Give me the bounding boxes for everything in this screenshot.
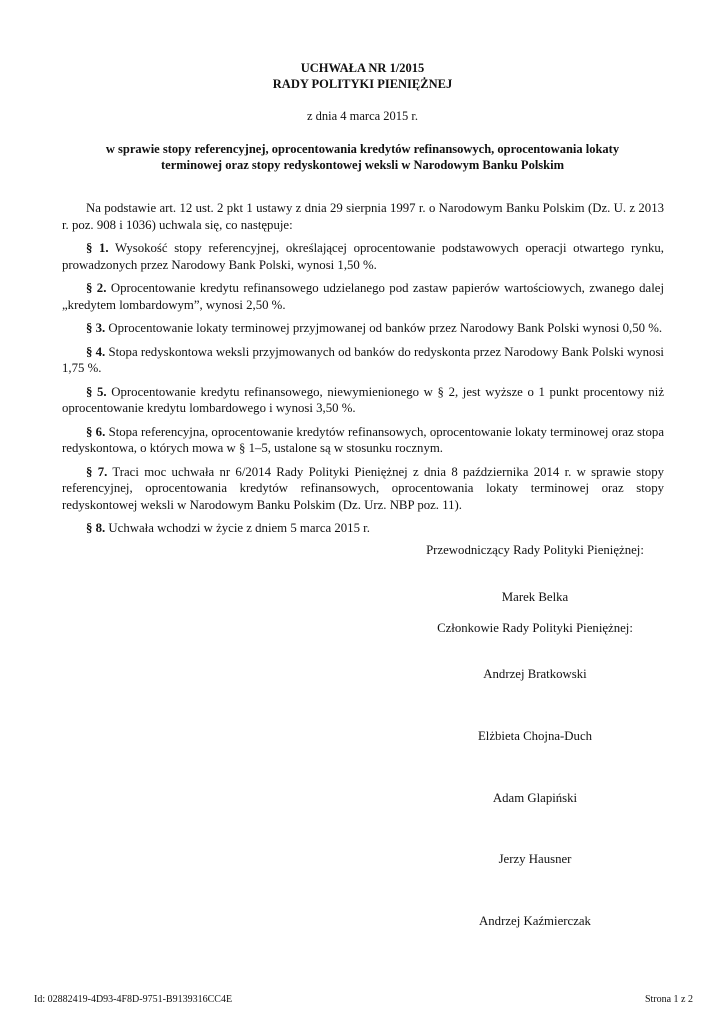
section-number: § 5. [86,384,107,399]
section-text: Oprocentowanie lokaty terminowej przyjmowanej od banków przez Narodowy Bank Polski wynosi 0,50 %. [108,321,663,335]
section-number: § 8. [86,521,106,535]
section-text: Stopa referencyjna, oprocentowanie kredytów refinansowych, oprocentowanie lokaty terminowej oraz stopa redyskontowa, o których mowa w § 1–5, ustalone są w stosunku rocznym. [62,424,665,455]
page-number: Strona 1 z 2 [644,994,693,1005]
section-text: Stopa redyskontowa weksli przyjmowanych od banków do redyskonta przez Narodowy Bank Polski wynosi 1,75 %. [62,344,664,375]
document-id: Id: 02882419-4D93-4F8D-9751-B9139316CC4E [34,994,233,1005]
section-2 [62,280,664,313]
section-5 [62,384,664,417]
section-text: Traci moc uchwała nr 6/2014 Rady Polityki Pieniężnej z dnia 8 października 2014 r. w sprawie stopy referencyjnej, oprocentowania kredytów refinansowych, oprocentowania lokaty terminowej oraz stopy redyskontowej weksli w Narodowym Banku Polskim (Dz. Urz. NBP poz. 11). [62,464,665,512]
section-number: § 4. [86,344,106,359]
member-name: Adam Glapiński [492,791,578,805]
section-1 [62,240,664,273]
council-name: RADY POLITYKI PIENIĘŻNEJ [272,77,453,91]
members-label: Członkowie Rady Polityki Pieniężnej: [437,621,633,635]
chair-label: Przewodniczący Rady Polityki Pieniężnej: [426,543,644,557]
subject-line-2: terminowej oraz stopy redyskontowej weksli w Narodowym Banku Polskim [160,158,564,172]
resolution-date: z dnia 4 marca 2015 r. [306,109,419,123]
section-7 [62,464,664,514]
section-4 [62,344,664,377]
section-text: Wysokość stopy referencyjnej, określającej oprocentowanie podstawowych operacji otwartego rynku, prowadzonych przez Narodowy Bank Polski, wynosi 1,50 %. [62,241,665,272]
member-name: Jerzy Hausner [498,852,572,866]
section-text: Uchwała wchodzi w życie z dniem 5 marca 2015 r. [108,521,370,535]
member-name: Andrzej Bratkowski [483,667,587,681]
resolution-title: UCHWAŁA NR 1/2015 [300,61,425,75]
section-number: § 7. [86,464,108,479]
chair-name: Marek Belka [501,590,569,604]
section-6 [62,424,664,457]
member-name: Elżbieta Chojna-Duch [477,729,593,743]
section-3 [62,320,664,337]
section-text: Oprocentowanie kredytu refinansowego, niewymienionego w § 2, jest wyższe o 1 punkt procentowy niż oprocentowanie kredytu lombardowego i wynosi 3,50 %. [62,384,665,415]
section-8 [62,520,664,537]
subject-line-1: w sprawie stopy referencyjnej, oprocentowania kredytów refinansowych, oprocentowania lokaty [105,142,620,156]
section-number: § 2. [86,281,107,295]
resolution-body [62,200,664,544]
section-text: Oprocentowanie kredytu refinansowego udzielanego pod zastaw papierów wartościowych, zwanego dalej „kredytem lombardowym”, wynosi 2,50 %. [62,281,665,312]
legal-basis-paragraph: Na podstawie art. 12 ust. 2 pkt 1 ustawy z dnia 29 sierpnia 1997 r. o Narodowym Banku Polskim (Dz. U. z 2013 r. poz. 908 i 1036) uchwala się, co następuje: [62,201,664,232]
member-name: Andrzej Kaźmierczak [479,914,591,928]
section-number: § 6. [86,424,106,439]
section-number: § 3. [86,321,106,335]
resolution-subject [0,141,725,173]
section-number: § 1. [86,241,109,255]
